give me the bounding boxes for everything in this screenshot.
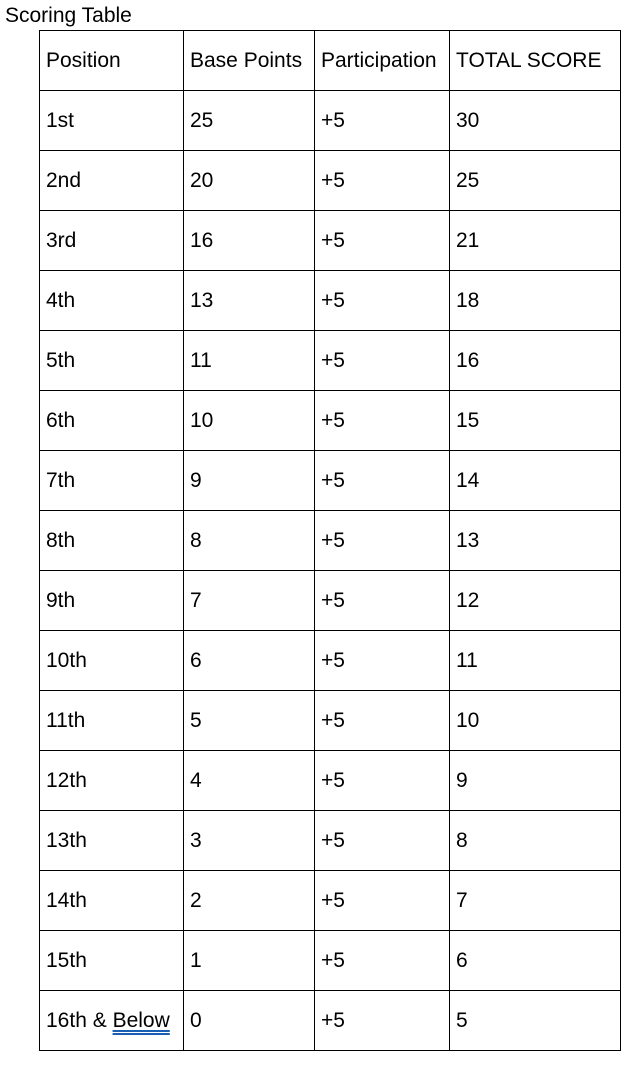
table-row bbox=[40, 91, 621, 151]
cell-position: 7th bbox=[40, 451, 184, 511]
table-row bbox=[40, 211, 621, 271]
cell-participation: +5 bbox=[315, 631, 450, 691]
cell-total-score: 10 bbox=[450, 691, 621, 751]
spellcheck-flagged-word[interactable]: Below bbox=[112, 1008, 170, 1032]
cell-position bbox=[40, 991, 184, 1051]
table-row bbox=[40, 811, 621, 871]
cell-participation: +5 bbox=[315, 391, 450, 451]
header-participation: Participation bbox=[315, 31, 450, 91]
cell-total-score: 7 bbox=[450, 871, 621, 931]
table-row bbox=[40, 451, 621, 511]
cell-participation: +5 bbox=[315, 211, 450, 271]
cell-participation: +5 bbox=[315, 451, 450, 511]
cell-position: 5th bbox=[40, 331, 184, 391]
cell-base-points: 11 bbox=[184, 331, 315, 391]
cell-base-points: 0 bbox=[184, 991, 315, 1051]
cell-total-score: 12 bbox=[450, 571, 621, 631]
table-row bbox=[40, 631, 621, 691]
cell-position: 11th bbox=[40, 691, 184, 751]
cell-participation: +5 bbox=[315, 91, 450, 151]
cell-total-score: 9 bbox=[450, 751, 621, 811]
table-row bbox=[40, 331, 621, 391]
cell-participation: +5 bbox=[315, 691, 450, 751]
cell-total-score: 15 bbox=[450, 391, 621, 451]
table-row bbox=[40, 871, 621, 931]
cell-total-score: 16 bbox=[450, 331, 621, 391]
table-row bbox=[40, 691, 621, 751]
cell-position: 3rd bbox=[40, 211, 184, 271]
cell-total-score: 13 bbox=[450, 511, 621, 571]
cell-participation: +5 bbox=[315, 811, 450, 871]
table-row bbox=[40, 991, 621, 1051]
cell-total-score: 25 bbox=[450, 151, 621, 211]
cell-position-prefix: 16th & bbox=[46, 1008, 113, 1032]
cell-position: 14th bbox=[40, 871, 184, 931]
cell-participation: +5 bbox=[315, 331, 450, 391]
cell-participation: +5 bbox=[315, 751, 450, 811]
cell-base-points: 9 bbox=[184, 451, 315, 511]
cell-base-points: 6 bbox=[184, 631, 315, 691]
cell-base-points: 4 bbox=[184, 751, 315, 811]
cell-position: 12th bbox=[40, 751, 184, 811]
cell-base-points: 16 bbox=[184, 211, 315, 271]
header-base-points: Base Points bbox=[184, 31, 315, 91]
cell-base-points: 25 bbox=[184, 91, 315, 151]
header-total-score: TOTAL SCORE bbox=[450, 31, 621, 91]
scoring-table bbox=[39, 30, 621, 1051]
cell-position: 9th bbox=[40, 571, 184, 631]
table-row bbox=[40, 151, 621, 211]
cell-participation: +5 bbox=[315, 511, 450, 571]
cell-total-score: 30 bbox=[450, 91, 621, 151]
cell-position: 2nd bbox=[40, 151, 184, 211]
table-row bbox=[40, 931, 621, 991]
cell-total-score: 14 bbox=[450, 451, 621, 511]
cell-base-points: 13 bbox=[184, 271, 315, 331]
cell-base-points: 2 bbox=[184, 871, 315, 931]
cell-total-score: 18 bbox=[450, 271, 621, 331]
cell-position: 6th bbox=[40, 391, 184, 451]
table-header-row bbox=[40, 31, 621, 91]
cell-base-points: 10 bbox=[184, 391, 315, 451]
scoring-table-body bbox=[40, 31, 621, 1051]
cell-position: 10th bbox=[40, 631, 184, 691]
table-row bbox=[40, 511, 621, 571]
cell-participation: +5 bbox=[315, 991, 450, 1051]
cell-participation: +5 bbox=[315, 571, 450, 631]
cell-total-score: 6 bbox=[450, 931, 621, 991]
table-row bbox=[40, 391, 621, 451]
cell-total-score: 11 bbox=[450, 631, 621, 691]
cell-base-points: 3 bbox=[184, 811, 315, 871]
cell-base-points: 8 bbox=[184, 511, 315, 571]
cell-position: 4th bbox=[40, 271, 184, 331]
cell-position: 8th bbox=[40, 511, 184, 571]
cell-total-score: 8 bbox=[450, 811, 621, 871]
cell-base-points: 5 bbox=[184, 691, 315, 751]
cell-base-points: 7 bbox=[184, 571, 315, 631]
cell-participation: +5 bbox=[315, 931, 450, 991]
table-row bbox=[40, 571, 621, 631]
cell-position: 1st bbox=[40, 91, 184, 151]
cell-participation: +5 bbox=[315, 151, 450, 211]
cell-base-points: 1 bbox=[184, 931, 315, 991]
document-title: Scoring Table bbox=[5, 4, 132, 27]
cell-participation: +5 bbox=[315, 271, 450, 331]
table-row bbox=[40, 271, 621, 331]
cell-total-score: 5 bbox=[450, 991, 621, 1051]
cell-base-points: 20 bbox=[184, 151, 315, 211]
cell-total-score: 21 bbox=[450, 211, 621, 271]
cell-participation: +5 bbox=[315, 871, 450, 931]
cell-position: 15th bbox=[40, 931, 184, 991]
header-position: Position bbox=[40, 31, 184, 91]
table-row bbox=[40, 751, 621, 811]
cell-position: 13th bbox=[40, 811, 184, 871]
